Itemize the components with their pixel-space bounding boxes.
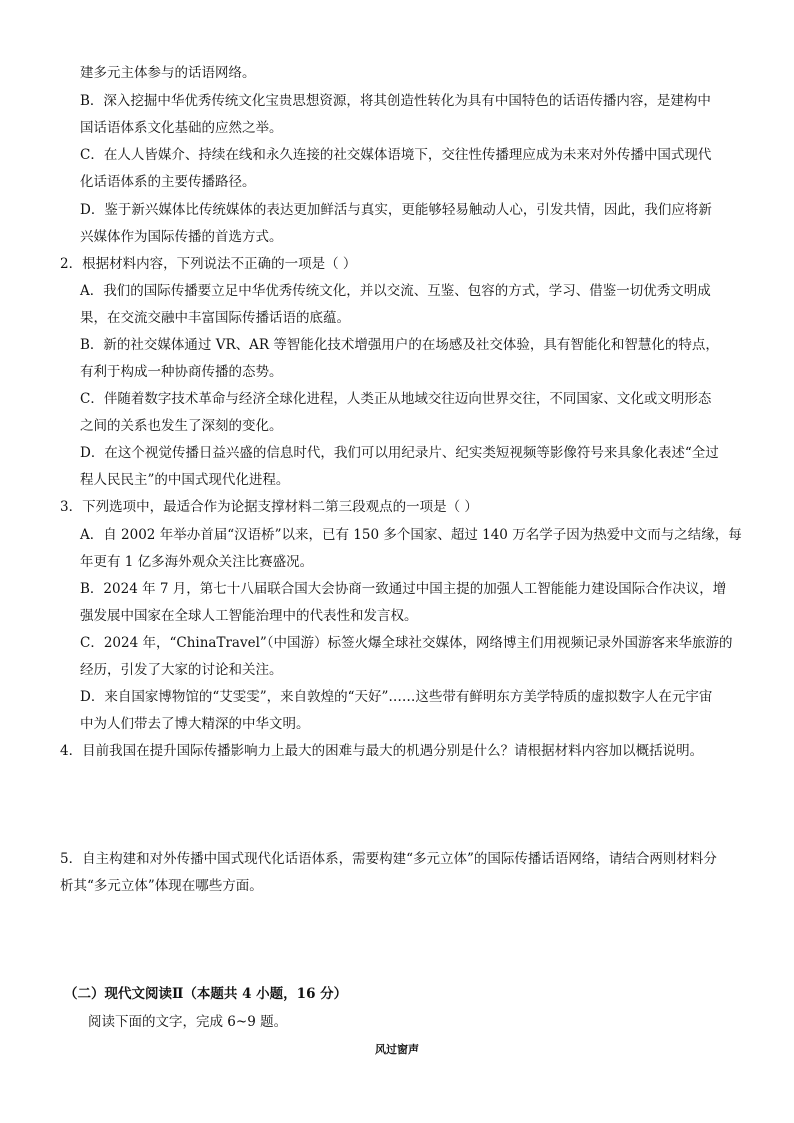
text-line: 建多元主体参与的话语网络。 [80,65,256,81]
option-c-line: C．2024 年，“ChinaTravel”（中国游）标签火爆全球社交媒体，网络博主们用视频记录外国游客来华旅游的 [80,635,733,651]
question-4: 4．目前我国在提升国际传播影响力上最大的困难与最大的机遇分别是什么？请根据材料内容加以概括说明。 [60,743,704,759]
text-line: 经历，引发了大家的讨论和关注。 [80,662,283,678]
text-line: 析其“多元立体”体现在哪些方面。 [60,878,263,894]
option-c-line: C．伴随着数字技术革命与经济全球化进程，人类正从地域交往迈向世界交往，不同国家、文化或文明形态 [80,391,712,407]
question-5: 5．自主构建和对外传播中国式现代化话语体系，需要构建“多元立体”的国际传播话语网络，请结合两则材料分 [60,851,717,867]
question-3: 3．下列选项中，最适合作为论据支撑材料二第三段观点的一项是（ ） [60,499,478,515]
option-d-line: D．在这个视觉传播日益兴盛的信息时代，我们可以用纪录片、纪实类短视频等影像符号来具象化表述“全过 [80,445,719,461]
text-line: 兴媒体作为国际传播的首选方式。 [80,229,283,245]
option-a-line: A．自 2002 年举办首届“汉语桥”以来，已有 150 多个国家、超过 140 万名学子因为热爱中文而与之结缘，每 [80,527,742,543]
option-a-line: A．我们的国际传播要立足中华优秀传统文化，并以交流、互鉴、包容的方式，学习、借鉴一切优秀文明成 [80,283,711,299]
option-b-line: B．2024 年 7 月，第七十八届联合国大会协商一致通过中国主提的加强人工智能能力建设国际合作决议，增 [80,581,727,597]
text-line: 中为人们带去了博大精深的中华文明。 [80,716,310,732]
reading-instruction: 阅读下面的文字，完成 6~9 题。 [88,1014,288,1030]
question-2: 2．根据材料内容，下列说法不正确的一项是（ ） [60,256,357,272]
passage-title: 风过窗声 [375,1043,419,1056]
text-line: 果，在交流交融中丰富国际传播话语的底蕴。 [80,310,350,326]
option-d-line: D．鉴于新兴媒体比传统媒体的表达更加鲜活与真实，更能够轻易触动人心，引发共情，因此，我们应将新 [80,202,712,218]
text-line: 强发展中国家在全球人工智能治理中的代表性和发言权。 [80,608,418,624]
option-d-line: D．来自国家博物馆的“艾雯雯”，来自敦煌的“天好”……这些带有鲜明东方美学特质的虚拟数字人在元宇宙 [80,689,713,705]
text-line: 有利于构成一种协商传播的态势。 [80,364,283,380]
text-line: 化话语体系的主要传播路径。 [80,174,256,190]
text-line: 之间的关系也发生了深刻的变化。 [80,418,283,434]
option-b-line: B．深入挖掘中华优秀传统文化宝贵思想资源，将其创造性转化为具有中国特色的话语传播内容，是建构中 [80,93,711,109]
text-line: 程人民民主”的中国式现代化进程。 [80,472,290,488]
section-heading: （二）现代文阅读Ⅱ（本题共 4 小题，16 分） [64,986,348,1002]
option-c-line: C．在人人皆媒介、持续在线和永久连接的社交媒体语境下，交往性传播理应成为未来对外传播中国式现代 [80,147,712,163]
option-b-line: B．新的社交媒体通过 VR、AR 等智能化技术增强用户的在场感及社交体验，具有智能化和智慧化的特点， [80,337,719,353]
text-line: 国话语体系文化基础的应然之举。 [80,120,283,136]
text-line: 年更有 1 亿多海外观众关注比赛盛况。 [80,554,314,570]
